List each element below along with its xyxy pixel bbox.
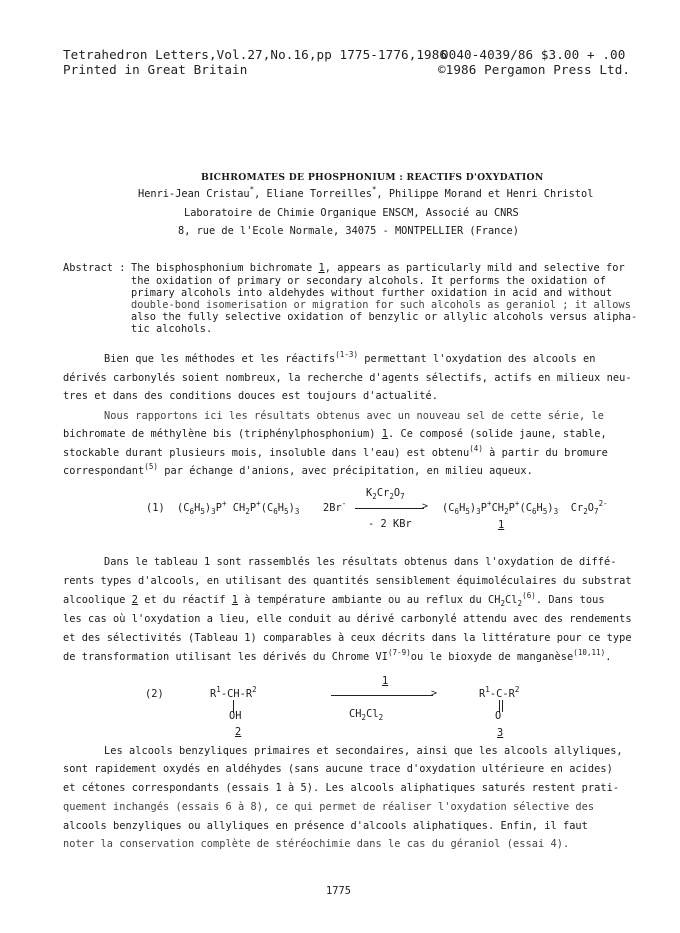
citation-ref: (4) xyxy=(469,444,483,453)
compound-ref-1: 1 xyxy=(381,428,388,440)
citation-ref: (6) xyxy=(522,591,536,600)
equation-product: $(C_6H_5)_3P^+CH_2P^+(C_6H_5)_3$ $Cr_2O_7^{2-}$ xyxy=(442,499,608,516)
paragraph-line: tres et dans des conditions douces est toujours d'actualité. xyxy=(63,390,438,402)
compound-ref-1: 1 xyxy=(231,594,238,606)
paragraph-line: de transformation utilisant les dérivés du Chrome VI$^{(7-9)}$ou le bioxyde de manganèse$^{(10,11)}$. xyxy=(63,648,612,663)
paragraph-line: Nous rapportons ici les résultats obtenus avec un nouveau sel de cette série, le xyxy=(104,410,604,422)
paragraph-line: alcoolique 2 et du réactif 1 à température ambiante ou au reflux du $CH_2Cl_2^{(6)}$. Dans tous xyxy=(63,591,605,608)
paragraph-line: correspondant$^{(5)}$ par échange d'anions, avec précipitation, en milieu aqueux. xyxy=(63,462,533,477)
product-label: 1 xyxy=(498,519,505,531)
paragraph-line: quement inchangés (essais 6 à 8), ce qui permet de réaliser l'oxydation sélective des xyxy=(63,801,595,813)
citation-ref: (1-3) xyxy=(335,350,359,359)
paragraph-line: rents types d'alcools, en utilisant des quantités sensiblement équimoléculaires du substrat xyxy=(63,575,632,587)
printed-in: Printed in Great Britain xyxy=(63,62,248,77)
article-title: BICHROMATES DE PHOSPHONIUM : REACTIFS D'OXYDATION xyxy=(201,172,544,183)
arrowhead-icon: > xyxy=(422,501,429,512)
abstract-line: the oxidation of primary or secondary alcohols. It performs the oxidation of xyxy=(131,275,606,287)
paragraph-line: les cas où l'oxydation a lieu, elle conduit au dérivé carbonylé attendu avec des rendements xyxy=(63,613,632,625)
reaction-arrow xyxy=(355,508,424,509)
journal-citation: Tetrahedron Letters,Vol.27,No.16,pp 1775-1776,1986 xyxy=(63,47,448,62)
equation-reagent: $K_2Cr_2O_7$ xyxy=(366,487,405,501)
reagent-label: 1 xyxy=(382,675,389,687)
paragraph-line: alcools benzyliques ou allyliques en présence d'alcools aliphatiques. Enfin, il faut xyxy=(63,820,588,832)
double-bond-line xyxy=(502,700,503,712)
page-number: 1775 xyxy=(326,885,351,897)
paragraph-line: Dans le tableau 1 sont rassemblés les résultats obtenus dans l'oxydation de diffé- xyxy=(104,556,617,568)
solvent-label: $CH_2Cl_2$ xyxy=(349,708,384,722)
arrowhead-icon: > xyxy=(431,688,438,699)
hydroxyl-group: OH xyxy=(229,710,242,722)
equation-number: (2) xyxy=(145,688,164,700)
paragraph-line: et des sélectivités (Tableau 1) comparables à ceux décrits dans la littérature pour ce type xyxy=(63,632,632,644)
equation-number: (1) xyxy=(146,502,165,514)
paragraph-line: sont rapidement oxydés en aldéhydes (sans aucune trace d'oxydation ultérieure en acides) xyxy=(63,763,613,775)
compound-ref-2: 2 xyxy=(131,594,138,606)
author-2: , Eliane Torreilles xyxy=(254,188,372,200)
author-3: , Philippe Morand et Henri Christol xyxy=(376,188,594,200)
abstract-line: double-bond isomerisation or migration for such alcohols as geraniol ; it allows xyxy=(131,299,631,311)
reaction-arrow xyxy=(331,695,433,696)
abstract-line: The bisphosphonium bichromate 1, appears as particularly mild and selective for xyxy=(131,262,625,274)
equation-reactant: $(C_6H_5)_3P^+$ $CH_2P^+(C_6H_5)_3$ xyxy=(177,499,300,516)
affiliation-lab: Laboratoire de Chimie Organique ENSCM, Associé au CNRS xyxy=(184,207,519,219)
abstract-line: also the fully selective oxidation of benzylic or allylic alcohols versus alipha- xyxy=(131,311,638,323)
paragraph-line: bichromate de méthylène bis (triphénylphosphonium) 1. Ce composé (solide jaune, stable, xyxy=(63,428,607,440)
author-list xyxy=(138,185,594,200)
citation-ref: (10,11) xyxy=(573,648,606,657)
alcohol-structure: $R^1-CH-R^2$ xyxy=(210,685,257,700)
carbonyl-oxygen: O xyxy=(495,710,502,722)
compound-ref-1: 1 xyxy=(318,262,325,274)
paragraph-line: et cétones correspondants (essais 1 à 5). Les alcools aliphatiques saturés restent prati- xyxy=(63,782,620,794)
citation-ref: (7-9) xyxy=(387,648,411,657)
product-label: 3 xyxy=(497,727,504,739)
abstract-line: tic alcohols. xyxy=(131,323,213,335)
abstract-label: Abstract : xyxy=(63,262,126,274)
price-code: 0040-4039/86 $3.00 + .00 xyxy=(441,47,626,62)
reactant-label: 2 xyxy=(235,726,242,738)
paragraph-line: Bien que les méthodes et les réactifs$^{(1-3)}$ permettant l'oxydation des alcools en xyxy=(104,350,596,365)
equation-bromide: 2Br- xyxy=(323,499,347,514)
paragraph-line: Les alcools benzyliques primaires et secondaires, ainsi que les alcools allyliques, xyxy=(104,745,623,757)
citation-ref: (5) xyxy=(144,462,158,471)
corresponding-mark: * xyxy=(371,185,377,194)
author-1: Henri-Jean Cristau xyxy=(138,188,250,200)
paragraph-line: dérivés carbonylés soient nombreux, la recherche d'agents sélectifs, actifs en milieux neu- xyxy=(63,372,632,384)
paragraph-line: stockable durant plusieurs mois, insoluble dans l'eau) est obtenu$^{(4)}$ à partir du bromure xyxy=(63,444,608,459)
equation-byproduct: - 2 KBr xyxy=(368,518,412,530)
copyright: ©1986 Pergamon Press Ltd. xyxy=(438,62,631,77)
abstract-line: primary alcohols into aldehydes without further oxidation in acid and without xyxy=(131,287,613,299)
affiliation-address: 8, rue de l'Ecole Normale, 34075 - MONTPELLIER (France) xyxy=(178,225,519,237)
corresponding-mark: * xyxy=(249,185,255,194)
paragraph-line: noter la conservation complète de stéréochimie dans le cas du géraniol (essai 4). xyxy=(63,838,570,850)
carbonyl-structure: $R^1-C-R^2$ xyxy=(479,685,520,700)
